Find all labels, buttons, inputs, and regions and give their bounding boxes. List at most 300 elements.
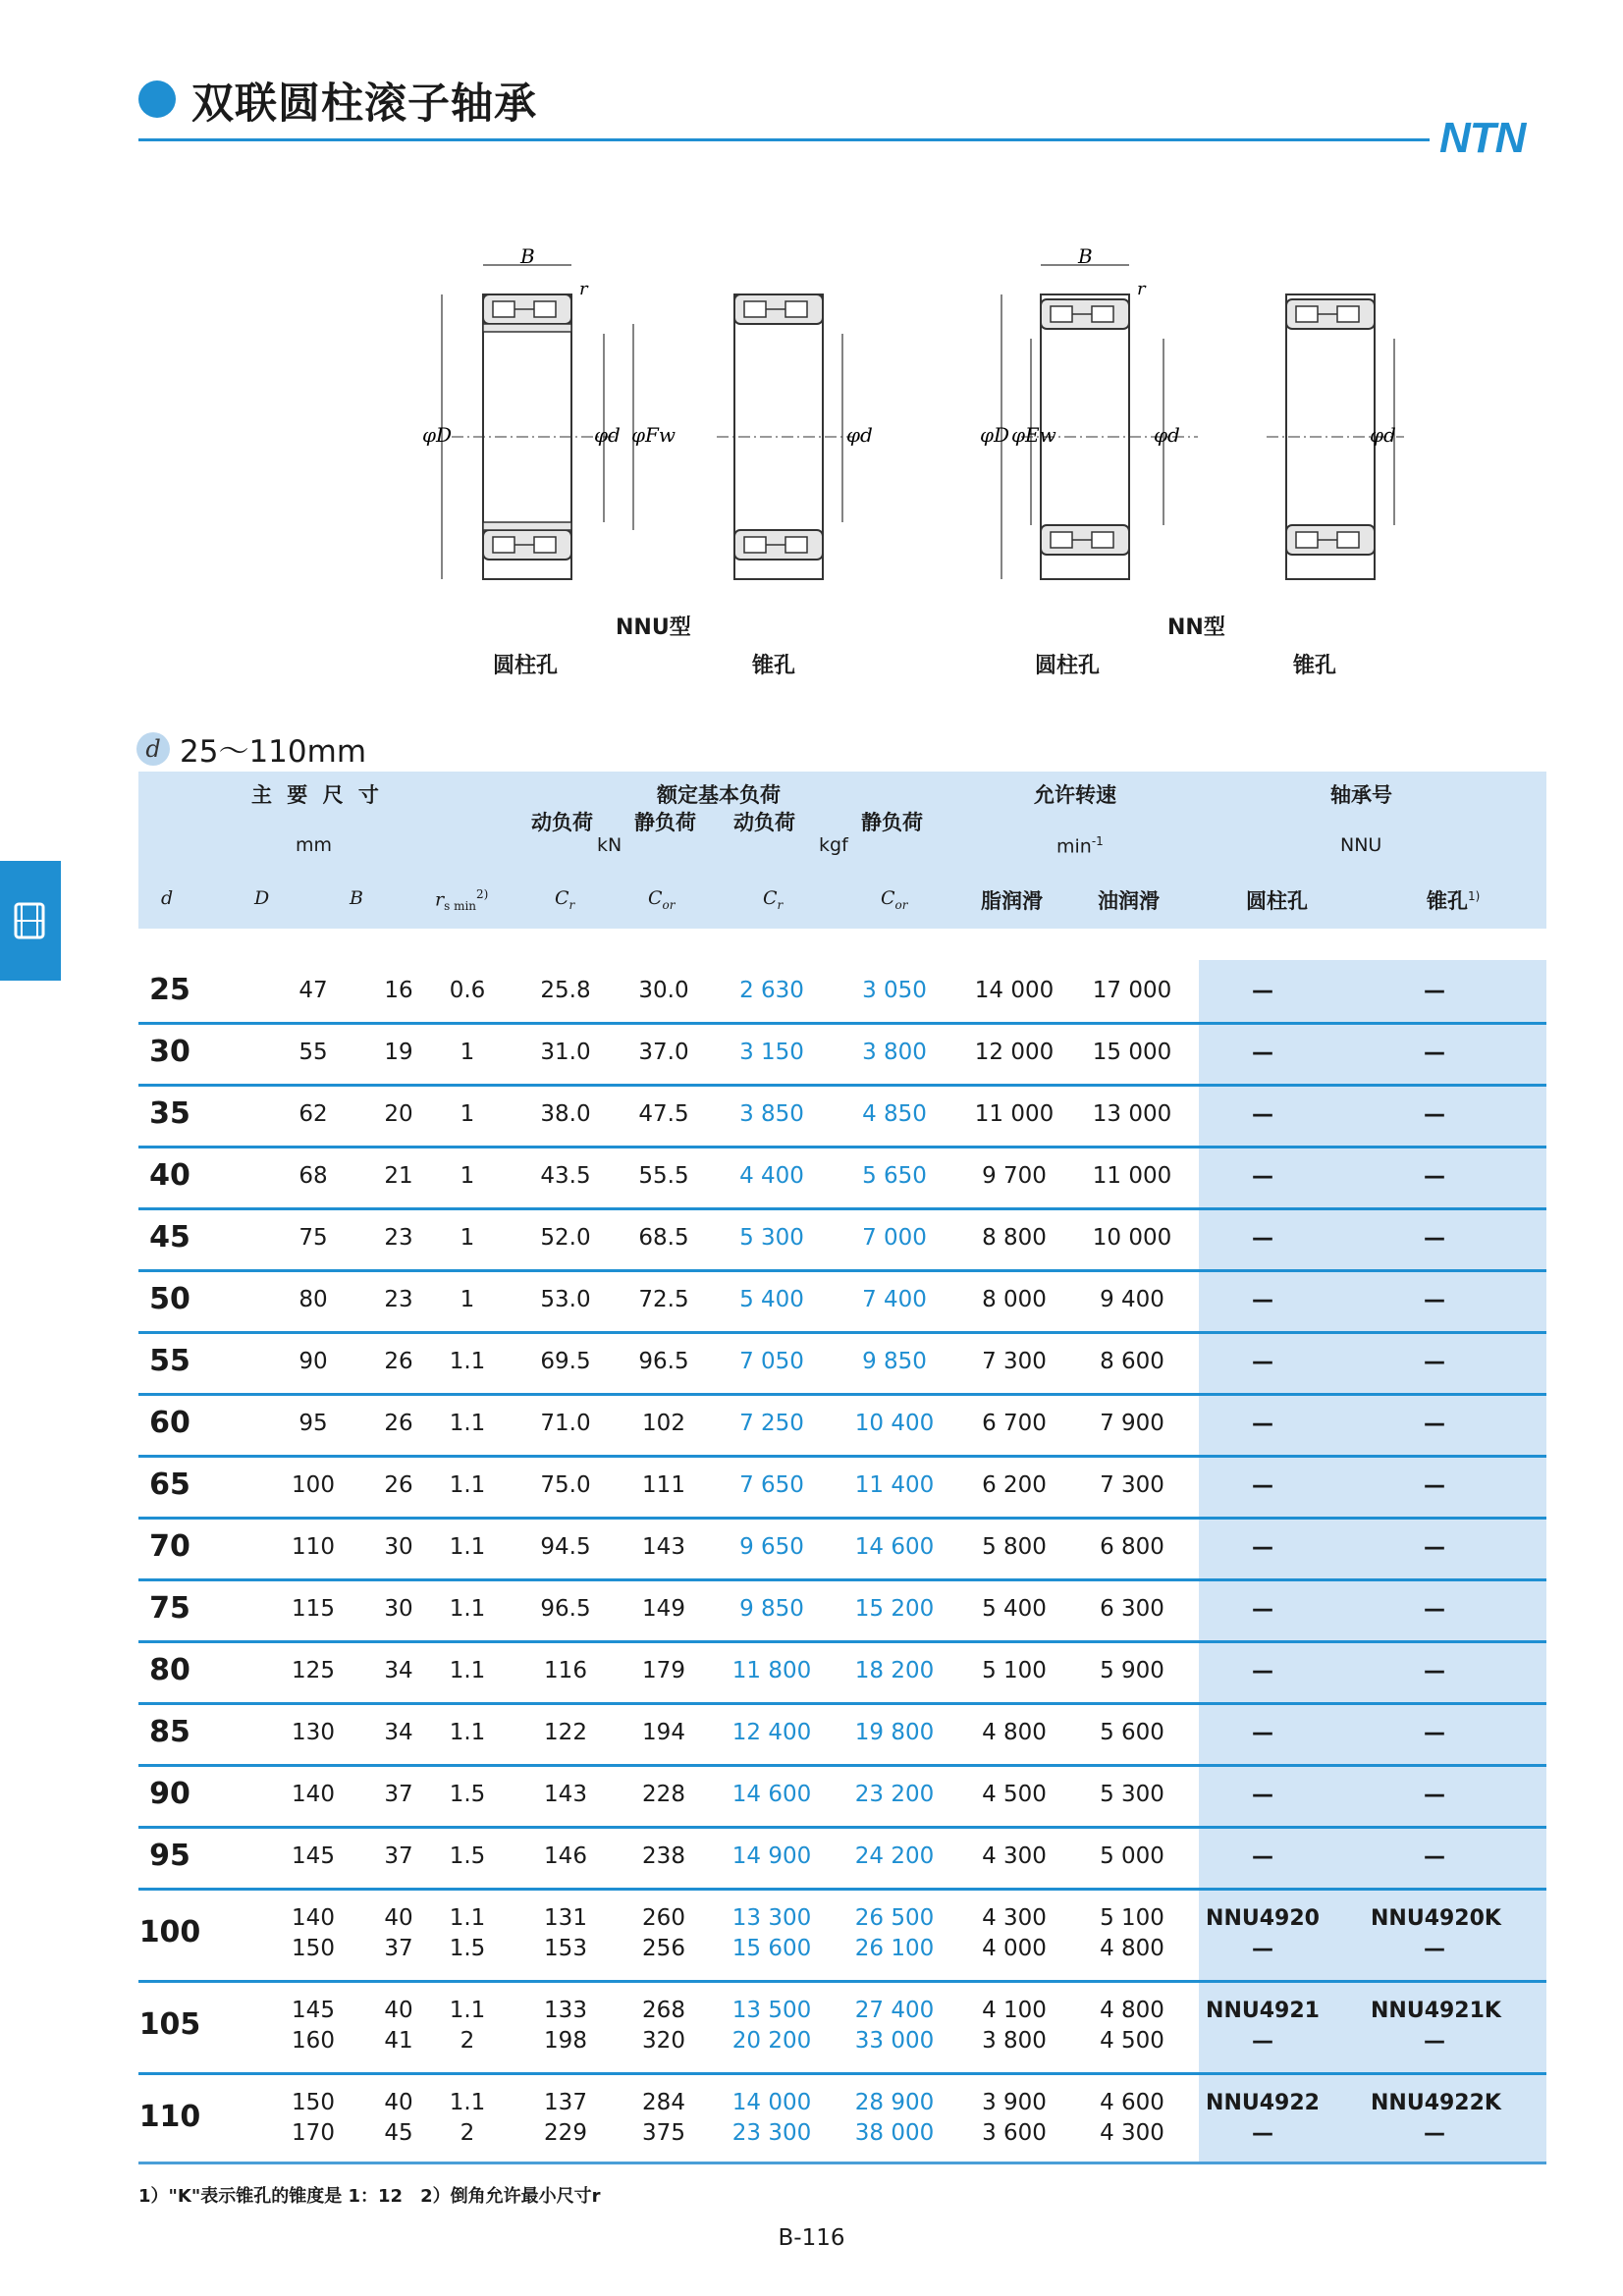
cell-rs: 1.1 — [449, 1720, 486, 1745]
cell-d: 140 — [292, 1782, 335, 1807]
cell-oil: 4 300 — [1100, 2120, 1164, 2146]
cell-oil: 9 400 — [1100, 1287, 1164, 1312]
page-title: 双联圆柱滚子轴承 — [191, 80, 537, 129]
cell-b: 26 — [384, 1411, 413, 1436]
nnu-type-label: NNU型 — [616, 615, 691, 640]
bearing-drawing-svg — [422, 245, 1443, 589]
label-phiD: φD — [980, 423, 1010, 447]
bore-d-value: 55 — [149, 1344, 190, 1378]
cell-cor-kgf: 7 400 — [862, 1287, 927, 1312]
header-static-kn: 静负荷 — [634, 811, 696, 834]
cell-cr-kn: 52.0 — [540, 1225, 591, 1251]
cell-cr-kn: 133 — [544, 1998, 587, 2023]
cell-cor-kgf: 19 800 — [854, 1720, 935, 1745]
table-row — [138, 1207, 1546, 1272]
brand-logo: NTN — [1439, 114, 1526, 162]
cell-cr-kn: 43.5 — [540, 1163, 591, 1189]
cell-oil: 6 300 — [1100, 1596, 1164, 1622]
label-phid: φd — [1154, 423, 1180, 447]
label-B: B — [520, 245, 535, 268]
cell-b: 41 — [384, 2028, 413, 2054]
header-main-unit: mm — [296, 834, 333, 856]
cell-cr-kn: 116 — [544, 1658, 587, 1683]
table-header — [138, 772, 1546, 929]
cell-grease: 5 100 — [982, 1658, 1047, 1683]
cell-cyl: NNU4921 — [1206, 1999, 1320, 2023]
bore-range-text: 25～110mm — [180, 734, 367, 770]
cell-cor-kgf: 38 000 — [854, 2120, 935, 2146]
page-number: B-116 — [778, 2225, 845, 2251]
cell-cor-kn: 179 — [642, 1658, 685, 1683]
cell-cor-kgf: 14 600 — [854, 1534, 935, 1560]
cell-rs: 1.5 — [449, 1843, 486, 1869]
table-row — [138, 1702, 1546, 1767]
cell-d: 68 — [298, 1163, 328, 1189]
cell-cor-kgf: 3 050 — [862, 978, 927, 1003]
cell-taper: — — [1424, 1164, 1445, 1189]
table-row — [138, 960, 1546, 1025]
cell-cr-kgf: 20 200 — [731, 2028, 812, 2054]
cell-cr-kgf: 13 300 — [731, 1905, 812, 1931]
cell-b: 37 — [384, 1782, 413, 1807]
cell-cyl: — — [1252, 1535, 1273, 1560]
cell-taper: — — [1424, 1721, 1445, 1745]
cell-rs: 1.1 — [449, 1534, 486, 1560]
nnu-taper-bore-label: 锥孔 — [752, 654, 796, 678]
cell-d: 125 — [292, 1658, 335, 1683]
cell-cor-kn: 143 — [642, 1534, 685, 1560]
cell-cr-kgf: 2 630 — [739, 978, 804, 1003]
cell-cr-kgf: 7 250 — [739, 1411, 804, 1436]
footnote: 1）"K"表示锥孔的锥度是 1：12 2）倒角允许最小尺寸r — [138, 2186, 601, 2207]
cell-cyl: — — [1252, 2121, 1273, 2146]
cell-cr-kgf: 9 650 — [739, 1534, 804, 1560]
cell-rs: 1.1 — [449, 2090, 486, 2115]
table-row — [138, 1980, 1546, 2075]
cell-b: 26 — [384, 1472, 413, 1498]
bore-d-value: 110 — [138, 2100, 201, 2134]
cell-cr-kn: 25.8 — [540, 978, 591, 1003]
cell-cr-kgf: 14 900 — [731, 1843, 812, 1869]
cell-cor-kgf: 23 200 — [854, 1782, 935, 1807]
col-grease: 脂润滑 — [981, 889, 1043, 913]
cell-taper: — — [1424, 1102, 1445, 1127]
col-Cor-kgf: $C_{or}$ — [881, 887, 908, 912]
cell-oil: 8 600 — [1100, 1349, 1164, 1374]
cell-d: 110 — [292, 1534, 335, 1560]
cell-cr-kn: 31.0 — [540, 1040, 591, 1065]
cell-taper: — — [1424, 1535, 1445, 1560]
cell-oil: 10 000 — [1092, 1225, 1172, 1251]
table-row — [138, 1455, 1546, 1520]
cell-d: 145 — [292, 1998, 335, 2023]
cell-oil: 5 100 — [1100, 1905, 1164, 1931]
cell-cor-kgf: 26 100 — [854, 1936, 935, 1961]
col-d: d — [161, 887, 174, 909]
cell-d: 90 — [298, 1349, 328, 1374]
cell-rs: 0.6 — [449, 978, 486, 1003]
cell-oil: 13 000 — [1092, 1101, 1172, 1127]
label-phiFw: φFw — [631, 423, 676, 447]
cell-cr-kn: 53.0 — [540, 1287, 591, 1312]
col-Cr-kn: $C_r$ — [555, 887, 575, 912]
nn-cylindrical-drawing — [980, 245, 1198, 579]
cell-cor-kn: 260 — [642, 1905, 685, 1931]
cell-cor-kgf: 11 400 — [854, 1472, 935, 1498]
cell-taper: — — [1424, 979, 1445, 1003]
label-phiEw: φEw — [1011, 423, 1056, 447]
bore-d-value: 90 — [149, 1777, 190, 1811]
cell-b: 40 — [384, 2090, 413, 2115]
cell-oil: 6 800 — [1100, 1534, 1164, 1560]
cell-d: 150 — [292, 2090, 335, 2115]
table-row — [138, 1888, 1546, 1983]
cell-cor-kn: 111 — [642, 1472, 685, 1498]
cell-cyl: — — [1252, 1844, 1273, 1869]
table-row — [138, 1764, 1546, 1829]
cell-cor-kn: 284 — [642, 2090, 685, 2115]
cell-grease: 12 000 — [974, 1040, 1055, 1065]
cell-cor-kgf: 5 650 — [862, 1163, 927, 1189]
cell-grease: 6 700 — [982, 1411, 1047, 1436]
cell-cor-kgf: 18 200 — [854, 1658, 935, 1683]
bore-d-value: 95 — [149, 1839, 190, 1873]
cell-cor-kn: 37.0 — [638, 1040, 689, 1065]
cell-cor-kgf: 33 000 — [854, 2028, 935, 2054]
cell-rs: 2 — [460, 2120, 475, 2146]
cell-grease: 4 000 — [982, 1936, 1047, 1961]
cell-d: 95 — [298, 1411, 328, 1436]
cell-grease: 14 000 — [974, 978, 1055, 1003]
cell-b: 30 — [384, 1534, 413, 1560]
header-speed-unit: $\min^{-1}$ — [1056, 834, 1104, 858]
cell-rs: 1.1 — [449, 1658, 486, 1683]
cell-rs: 1.1 — [449, 1349, 486, 1374]
cell-oil: 4 800 — [1100, 1998, 1164, 2023]
cell-rs: 1 — [460, 1225, 475, 1251]
nnu-tapered-drawing — [717, 294, 873, 579]
cell-cor-kgf: 7 000 — [862, 1225, 927, 1251]
cell-rs: 1.1 — [449, 1596, 486, 1622]
nn-cyl-bore-label: 圆柱孔 — [1035, 654, 1101, 678]
cell-b: 20 — [384, 1101, 413, 1127]
col-taper-bore: 锥孔$^{1)}$ — [1427, 889, 1481, 913]
cell-grease: 4 100 — [982, 1998, 1047, 2023]
cell-cor-kn: 68.5 — [638, 1225, 689, 1251]
cell-b: 34 — [384, 1658, 413, 1683]
cell-cr-kn: 143 — [544, 1782, 587, 1807]
cell-taper: — — [1424, 1041, 1445, 1065]
cell-cor-kgf: 9 850 — [862, 1349, 927, 1374]
cell-taper: — — [1424, 1597, 1445, 1622]
nn-taper-bore-label: 锥孔 — [1293, 654, 1337, 678]
col-Cor-kn: $C_{or}$ — [648, 887, 676, 912]
cell-grease: 4 500 — [982, 1782, 1047, 1807]
cell-cor-kgf: 27 400 — [854, 1998, 935, 2023]
cell-cor-kn: 320 — [642, 2028, 685, 2054]
header-dynamic-kn: 动负荷 — [531, 811, 593, 834]
cell-d: 80 — [298, 1287, 328, 1312]
table-row — [138, 1826, 1546, 1891]
cell-d: 145 — [292, 1843, 335, 1869]
cell-cr-kgf: 7 050 — [739, 1349, 804, 1374]
cell-taper: — — [1424, 1937, 1445, 1961]
table-row — [138, 1331, 1546, 1396]
cell-grease: 9 700 — [982, 1163, 1047, 1189]
cell-cr-kgf: 4 400 — [739, 1163, 804, 1189]
table-row — [138, 1578, 1546, 1643]
cell-d: 170 — [292, 2120, 335, 2146]
cell-cr-kn: 198 — [544, 2028, 587, 2054]
table-row — [138, 1022, 1546, 1087]
cell-taper: NNU4920K — [1371, 1906, 1501, 1931]
cell-grease: 3 600 — [982, 2120, 1047, 2146]
cell-d: 55 — [298, 1040, 328, 1065]
cell-oil: 4 800 — [1100, 1936, 1164, 1961]
cell-b: 26 — [384, 1349, 413, 1374]
cell-rs: 1.1 — [449, 1905, 486, 1931]
cell-cr-kn: 96.5 — [540, 1596, 591, 1622]
table-row — [138, 1269, 1546, 1334]
cell-cor-kgf: 15 200 — [854, 1596, 935, 1622]
cell-cyl: — — [1252, 1473, 1273, 1498]
cell-cor-kn: 96.5 — [638, 1349, 689, 1374]
cell-b: 34 — [384, 1720, 413, 1745]
col-Cr-kgf: $C_r$ — [763, 887, 784, 912]
cell-cr-kgf: 15 600 — [731, 1936, 812, 1961]
cell-cr-kgf: 12 400 — [731, 1720, 812, 1745]
header-rated-load: 额定基本负荷 — [657, 783, 781, 807]
cell-oil: 5 000 — [1100, 1843, 1164, 1869]
header-dynamic-kgf: 动负荷 — [733, 811, 795, 834]
cell-rs: 1 — [460, 1163, 475, 1189]
cell-oil: 5 300 — [1100, 1782, 1164, 1807]
header-speed: 允许转速 — [1034, 783, 1116, 807]
label-phid: φd — [1370, 423, 1396, 447]
col-cyl-bore: 圆柱孔 — [1246, 889, 1308, 913]
cell-cr-kn: 75.0 — [540, 1472, 591, 1498]
cell-oil: 17 000 — [1092, 978, 1172, 1003]
header-divider — [138, 138, 1430, 141]
cell-b: 37 — [384, 1843, 413, 1869]
cell-cor-kgf: 26 500 — [854, 1905, 935, 1931]
cell-cyl: — — [1252, 1659, 1273, 1683]
label-phiD: φD — [422, 423, 453, 447]
cell-grease: 3 800 — [982, 2028, 1047, 2054]
cell-grease: 8 800 — [982, 1225, 1047, 1251]
cell-d: 47 — [298, 978, 328, 1003]
cell-cyl: — — [1252, 1783, 1273, 1807]
cell-rs: 1.1 — [449, 1411, 486, 1436]
cell-cyl: — — [1252, 979, 1273, 1003]
cell-b: 16 — [384, 978, 413, 1003]
cell-cor-kgf: 3 800 — [862, 1040, 927, 1065]
cell-rs: 1.1 — [449, 1472, 486, 1498]
cell-d: 75 — [298, 1225, 328, 1251]
cell-taper: — — [1424, 1844, 1445, 1869]
cell-cr-kn: 71.0 — [540, 1411, 591, 1436]
cell-cor-kn: 55.5 — [638, 1163, 689, 1189]
cell-cr-kgf: 11 800 — [731, 1658, 812, 1683]
cell-oil: 5 900 — [1100, 1658, 1164, 1683]
bore-d-value: 75 — [149, 1591, 190, 1626]
bore-d-value: 70 — [149, 1529, 190, 1564]
header-nnu: NNU — [1340, 834, 1382, 856]
table-row — [138, 1393, 1546, 1458]
cell-oil: 7 900 — [1100, 1411, 1164, 1436]
cell-b: 23 — [384, 1225, 413, 1251]
cell-cyl: — — [1252, 1102, 1273, 1127]
cell-cyl: — — [1252, 1226, 1273, 1251]
bore-d-value: 105 — [138, 2007, 201, 2042]
cell-cor-kgf: 10 400 — [854, 1411, 935, 1436]
cell-cr-kgf: 3 150 — [739, 1040, 804, 1065]
bore-d-value: 65 — [149, 1468, 190, 1502]
cell-grease: 8 000 — [982, 1287, 1047, 1312]
cell-cr-kgf: 5 300 — [739, 1225, 804, 1251]
col-oil: 油润滑 — [1098, 889, 1160, 913]
nn-type-label: NN型 — [1167, 615, 1225, 640]
cell-cyl: — — [1252, 1350, 1273, 1374]
bore-range — [136, 726, 366, 771]
cell-oil: 11 000 — [1092, 1163, 1172, 1189]
header-static-kgf: 静负荷 — [861, 811, 923, 834]
cell-rs: 1 — [460, 1287, 475, 1312]
cell-taper: — — [1424, 1473, 1445, 1498]
label-B: B — [1078, 245, 1093, 268]
table-bottom-rule — [138, 2162, 1546, 2164]
cell-rs: 1.5 — [449, 1936, 486, 1961]
cell-b: 19 — [384, 1040, 413, 1065]
cell-grease: 7 300 — [982, 1349, 1047, 1374]
bore-d-value: 60 — [149, 1406, 190, 1440]
cell-cor-kn: 256 — [642, 1936, 685, 1961]
cell-rs: 1 — [460, 1040, 475, 1065]
cell-cor-kn: 194 — [642, 1720, 685, 1745]
cell-grease: 3 900 — [982, 2090, 1047, 2115]
bore-symbol-badge: d — [136, 732, 170, 766]
col-D: D — [254, 887, 270, 909]
table-row — [138, 2072, 1546, 2164]
cell-grease: 4 800 — [982, 1720, 1047, 1745]
title-bullet-icon — [138, 80, 176, 118]
cell-grease: 4 300 — [982, 1905, 1047, 1931]
cell-taper: — — [1424, 1288, 1445, 1312]
table-row — [138, 1146, 1546, 1210]
cell-taper: — — [1424, 2121, 1445, 2146]
cell-cr-kgf: 7 650 — [739, 1472, 804, 1498]
cell-cor-kgf: 24 200 — [854, 1843, 935, 1869]
cell-oil: 15 000 — [1092, 1040, 1172, 1065]
cell-grease: 5 800 — [982, 1534, 1047, 1560]
cell-b: 23 — [384, 1287, 413, 1312]
bore-d-value: 100 — [138, 1915, 201, 1949]
cell-taper: — — [1424, 1226, 1445, 1251]
cell-cr-kn: 122 — [544, 1720, 587, 1745]
header-main-dims: 主 要 尺 寸 — [251, 783, 383, 807]
col-rs: $r_{s min}^{2)}$ — [435, 887, 489, 914]
cell-b: 21 — [384, 1163, 413, 1189]
cell-d: 150 — [292, 1936, 335, 1961]
cell-oil: 4 600 — [1100, 2090, 1164, 2115]
header-unit-kgf: kgf — [819, 834, 848, 856]
bore-d-value: 45 — [149, 1220, 190, 1255]
cell-cr-kn: 131 — [544, 1905, 587, 1931]
cell-cyl: — — [1252, 1721, 1273, 1745]
cell-cr-kn: 137 — [544, 2090, 587, 2115]
section-tab[interactable] — [0, 861, 61, 981]
cell-grease: 11 000 — [974, 1101, 1055, 1127]
cell-b: 37 — [384, 1936, 413, 1961]
cell-cor-kn: 375 — [642, 2120, 685, 2146]
label-r: r — [579, 279, 588, 299]
cell-oil: 5 600 — [1100, 1720, 1164, 1745]
cell-oil: 4 500 — [1100, 2028, 1164, 2054]
cell-cr-kgf: 14 600 — [731, 1782, 812, 1807]
cell-cor-kn: 47.5 — [638, 1101, 689, 1127]
table-row — [138, 1517, 1546, 1581]
cell-cr-kgf: 14 000 — [731, 2090, 812, 2115]
cell-b: 30 — [384, 1596, 413, 1622]
cell-taper: NNU4921K — [1371, 1999, 1501, 2023]
cell-cr-kn: 38.0 — [540, 1101, 591, 1127]
cell-taper: — — [1424, 1659, 1445, 1683]
cell-rs: 1 — [460, 1101, 475, 1127]
cell-cor-kn: 149 — [642, 1596, 685, 1622]
cell-cr-kgf: 5 400 — [739, 1287, 804, 1312]
cell-cyl: NNU4920 — [1206, 1906, 1320, 1931]
bore-d-value: 25 — [149, 973, 190, 1007]
col-B: B — [350, 887, 363, 909]
table-row — [138, 1084, 1546, 1148]
cell-d: 115 — [292, 1596, 335, 1622]
bore-d-value: 50 — [149, 1282, 190, 1316]
cell-oil: 7 300 — [1100, 1472, 1164, 1498]
cell-cor-kn: 72.5 — [638, 1287, 689, 1312]
cell-taper: — — [1424, 1412, 1445, 1436]
cell-grease: 4 300 — [982, 1843, 1047, 1869]
cell-cor-kn: 102 — [642, 1411, 685, 1436]
cell-cr-kgf: 3 850 — [739, 1101, 804, 1127]
cell-cr-kgf: 9 850 — [739, 1596, 804, 1622]
cell-cor-kgf: 28 900 — [854, 2090, 935, 2115]
cell-cor-kn: 228 — [642, 1782, 685, 1807]
cell-cor-kn: 238 — [642, 1843, 685, 1869]
cell-d: 140 — [292, 1905, 335, 1931]
cell-d: 160 — [292, 2028, 335, 2054]
cell-cor-kn: 30.0 — [638, 978, 689, 1003]
label-r: r — [1137, 279, 1146, 299]
cell-cyl: — — [1252, 2029, 1273, 2054]
cell-taper: — — [1424, 2029, 1445, 2054]
header-unit-kn: kN — [597, 834, 622, 856]
cell-taper: NNU4922K — [1371, 2091, 1501, 2115]
cell-cor-kgf: 4 850 — [862, 1101, 927, 1127]
cell-b: 45 — [384, 2120, 413, 2146]
cell-cyl: — — [1252, 1937, 1273, 1961]
cell-b: 40 — [384, 1998, 413, 2023]
cell-rs: 2 — [460, 2028, 475, 2054]
cell-grease: 5 400 — [982, 1596, 1047, 1622]
bore-d-value: 85 — [149, 1715, 190, 1749]
cell-rs: 1.1 — [449, 1998, 486, 2023]
bearing-icon — [14, 902, 45, 939]
cell-d: 100 — [292, 1472, 335, 1498]
cell-cr-kgf: 23 300 — [731, 2120, 812, 2146]
cell-cyl: NNU4922 — [1206, 2091, 1320, 2115]
bore-d-value: 35 — [149, 1096, 190, 1131]
cell-cyl: — — [1252, 1597, 1273, 1622]
